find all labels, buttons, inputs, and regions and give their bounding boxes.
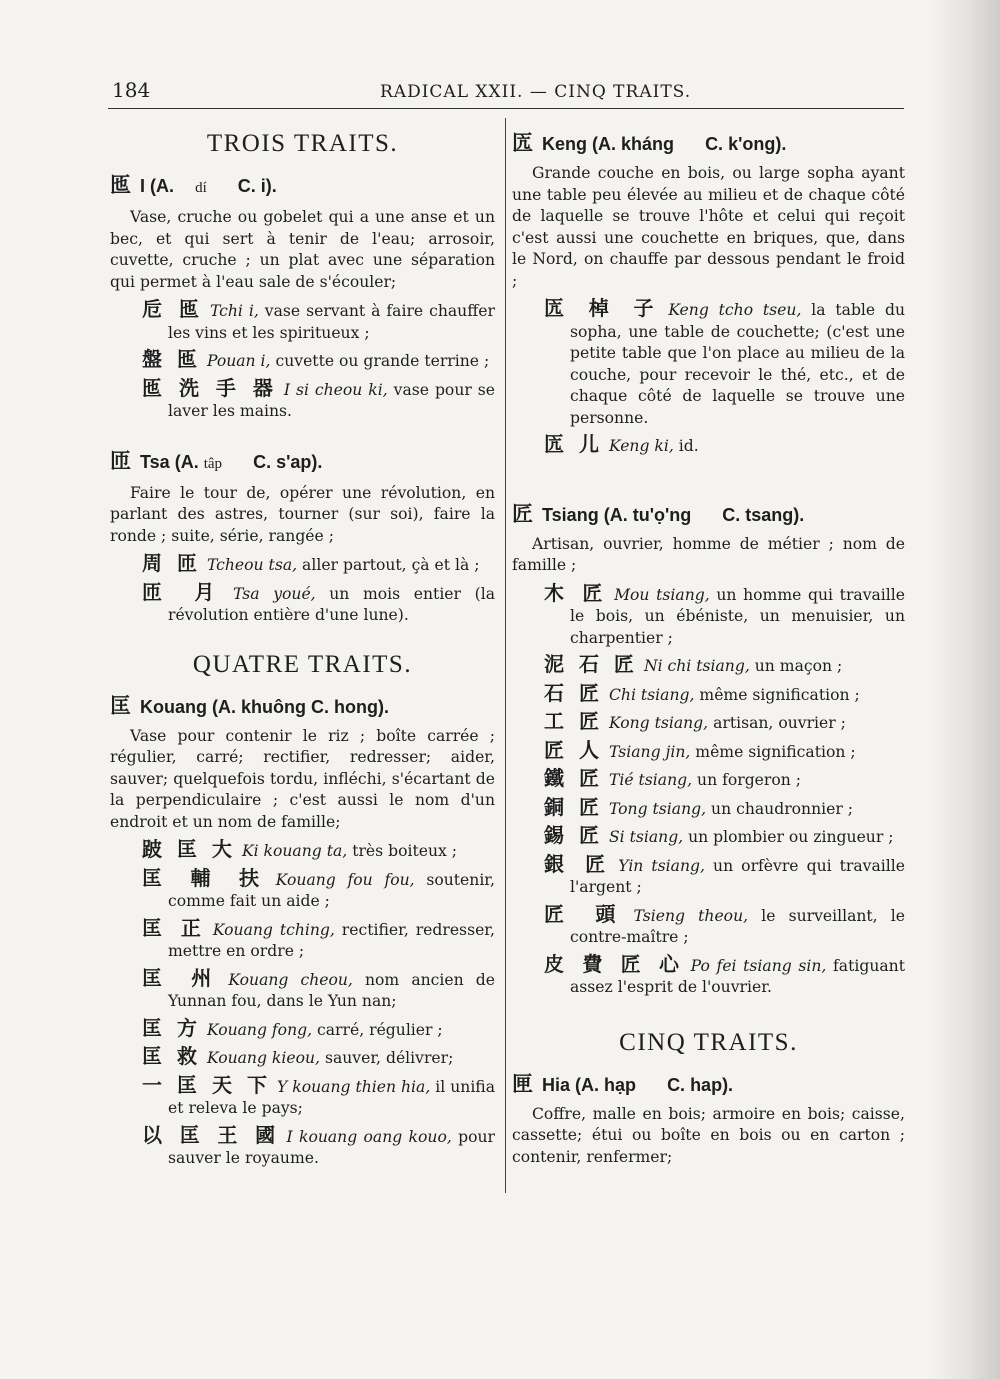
entry-character: 匣 — [512, 1071, 533, 1096]
compound-entry: 匟 棹 子 Keng tcho tseu, la table du sopha, une table de couchette; (c'est une petite table que l'on place au milieu de la couche, pour recevoir le thé, etc., et de chaque côté de laquelle se trouve une personne. — [544, 296, 906, 427]
column-divider — [505, 118, 506, 1193]
compound-entry: 跛 匡 大 Ki kouang ta, très boiteux ; — [142, 837, 457, 861]
entry-name: I — [140, 176, 146, 196]
section-title-quatre-traits: QUATRE TRAITS. — [192, 650, 413, 678]
compound-entry: 鐵 匠 Tié tsiang, un forgeron ; — [544, 766, 802, 790]
compound-entry: 木 匠 Mou tsiang, un homme qui travaille le bois, un ébéniste, un menuisier, un charpentier ; — [544, 580, 905, 647]
entry-name: Kouang — [140, 696, 208, 717]
compound-entry: 工 匠 Kong tsiang, artisan, ouvrier ; — [544, 709, 846, 733]
entry-definition: Vase pour contenir le riz ; boîte carrée ; régulier, carré; rectifier, redresser; aider, sauver; quelquefois tordu, infléchi, s'écartant de la perpendiculaire ; c'est aussi le nom d'un endroit et un nom de famille; — [110, 726, 495, 831]
annamite-label: (A. — [150, 176, 175, 196]
entry-definition: Grande couche en bois, ou large sopha ayant une table peu élevée au milieu et de chaque côté de laquelle se trouve l'hôte et celui qui reçoit c'est aussi une couchette en briques, que, dans le Nord, on chauffe par dessous pendant le froid ; — [512, 164, 905, 290]
compound-entry: 石 匠 Chi tsiang, même signification ; — [544, 680, 860, 705]
annamite-reading: (A. khuông — [212, 696, 307, 717]
compound-entry: 卮 匜 Tchi i, vase servant à faire chauffer les vins et les spiritueux ; — [142, 297, 495, 342]
entry-character: 匠 — [512, 501, 533, 526]
compound-entry: 錫 匠 Si tsiang, un plombier ou zingueur ; — [544, 823, 894, 847]
compound-entry: 盤 匜 Pouan i, cuvette ou grande terrine ; — [142, 347, 490, 371]
entry-definition: Vase, cruche ou gobelet qui a une anse et un bec, et qui sert à tenir de l'eau; arrosoir, cuvette, cruche ; un plat avec une séparation qui permet à l'eau sale de s'écouler; — [110, 208, 495, 291]
header-rule — [108, 108, 904, 109]
cantonese-reading: C. k'ong). — [705, 134, 787, 154]
entry-head-keng — [512, 130, 905, 157]
entry-character: 匜 — [110, 173, 131, 197]
compound-entry: 銅 匠 Tong tsiang, un chaudronnier ; — [544, 794, 853, 819]
entry-head-hia — [512, 1071, 905, 1098]
right-column — [512, 120, 905, 1174]
compound-entry: 匜 洗 手 器 I si cheou ki, vase pour se laver les mains. — [142, 375, 495, 420]
entry-character: 匡 — [110, 693, 131, 718]
cantonese-reading: C. tsang). — [722, 504, 805, 525]
compound-entry: 匡 救 Kouang kieou, sauver, délivrer; — [142, 1044, 454, 1068]
annamite-label: (A. — [174, 451, 199, 472]
annamite-reading: (A. tu'ọ'ng — [603, 504, 692, 525]
page-gutter-shadow — [930, 0, 1000, 1379]
cantonese-reading: C. i). — [237, 176, 277, 196]
entry-character: 匟 — [512, 131, 533, 155]
left-column — [110, 120, 495, 1175]
compound-entry: 匡 正 Kouang tching, rectifier, redresser, mettre en ordre ; — [142, 915, 495, 960]
compound-entry: 周 匝 Tcheou tsa, aller partout, çà et là ; — [142, 551, 480, 575]
entry-definition: Faire le tour de, opérer une révolution, en parlant des astres, tourner (sur soi), faire la ronde ; suite, série, rangée ; — [110, 483, 495, 545]
annamite-reading: tâp — [203, 455, 223, 472]
compound-entry: 匡 州 Kouang cheou, nom ancien de Yunnan fou, dans le Yun nan; — [142, 965, 495, 1010]
entry-character: 匝 — [110, 448, 131, 473]
entry-head-i — [110, 172, 495, 201]
entry-head-tsa — [110, 448, 495, 477]
compound-entry: 匝 月 Tsa youé, un mois entier (la révolution entière d'une lune). — [142, 579, 495, 624]
entry-name: Tsiang — [542, 504, 599, 525]
annamite-reading: (A. kháng — [592, 134, 675, 154]
compound-entry: 銀 匠 Yin tsiang, un orfèvre qui travaille l'argent ; — [544, 851, 905, 896]
compound-entry: 皮 費 匠 心 Po fei tsiang sin, fatiguant assez l'esprit de l'ouvrier. — [544, 951, 905, 996]
annamite-reading: (A. hạp — [575, 1074, 637, 1095]
compound-entry: 一 匡 天 下 Y kouang thien hia, il unifia et releva le pays; — [142, 1072, 496, 1117]
compound-entry: 匡 輔 扶 Kouang fou fou, soutenir, comme fait un aide ; — [142, 865, 495, 910]
compound-entry: 匠 頭 Tsieng theou, le surveillant, le contre-maître ; — [544, 901, 905, 946]
entry-name: Keng — [542, 134, 588, 154]
cantonese-reading: C. s'ap). — [253, 451, 323, 472]
compound-entry: 匟 儿 Keng ki, id. — [544, 432, 699, 456]
compound-entry: 匡 方 Kouang fong, carré, régulier ; — [142, 1015, 443, 1040]
section-title-trois-traits: TROIS TRAITS. — [206, 130, 399, 157]
entry-definition: Artisan, ouvrier, homme de métier ; nom de famille ; — [512, 534, 905, 574]
section-title-cinq-traits: CINQ TRAITS. — [619, 1028, 798, 1056]
compound-entry: 匠 人 Tsiang jin, même signification ; — [544, 737, 856, 762]
cantonese-reading: C. hap). — [667, 1074, 734, 1095]
entry-name: Tsa — [140, 451, 170, 472]
page-number: 184 — [112, 78, 151, 102]
cantonese-reading: C. hong). — [311, 696, 390, 717]
entry-definition: Coffre, malle en bois; armoire en bois; caisse, cassette; étui ou boîte en bois ou en carton ; contenir, renfermer; — [512, 1104, 905, 1166]
entry-head-tsiang — [512, 501, 905, 528]
entry-head-kouang — [110, 693, 495, 720]
compound-entry: 泥 石 匠 Ni chi tsiang, un maçon ; — [544, 652, 843, 676]
compound-entry: 以 匡 王 國 I kouang oang kouo, pour sauver le royaume. — [142, 1122, 496, 1167]
entry-name: Hia — [542, 1074, 571, 1095]
running-head: RADICAL XXII. — CINQ TRAITS. — [380, 82, 692, 102]
annamite-reading: dí — [195, 180, 207, 196]
